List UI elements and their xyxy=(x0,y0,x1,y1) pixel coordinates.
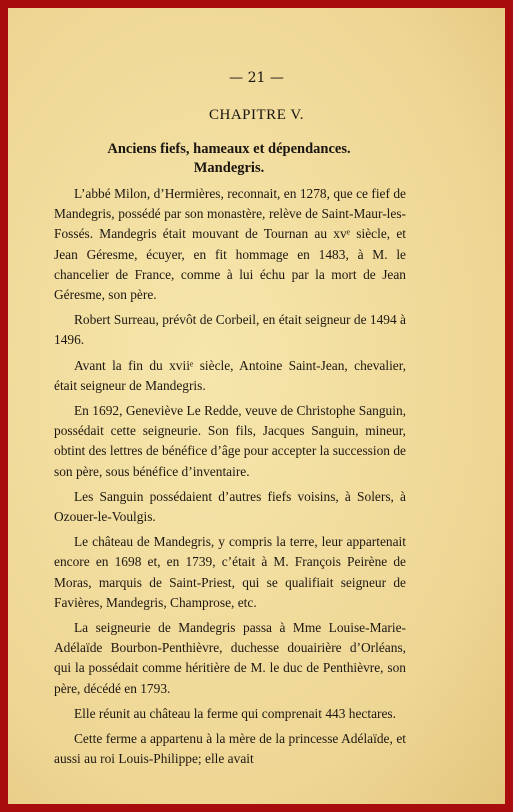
paragraph: Le château de Mandegris, y compris la terre, leur appartenait encore en 1698 et, en 1739, c’était à M. François Peirène de Moras, marquis de Saint-Priest, qui se qualifiait seigneur de Favières, Mandegris, Champrose, etc. xyxy=(54,534,406,610)
chapter-title: CHAPITRE V. xyxy=(209,107,304,123)
paragraph: Cette ferme a appartenu à la mère de la princesse Adélaïde, et aussi au roi Louis-Philippe; elle avait xyxy=(54,731,406,767)
paragraph: Les Sanguin possédaient d’autres fiefs voisins, à Solers, à Ozouer-le-Voulgis. xyxy=(54,488,406,525)
paragraph: L’abbé Milon, d’Hermières, reconnait, en 1278, que ce fief de Mandegris, possédé par son monastère, relève de Saint-Maur-les-Fossés. Mandegris était mouvant de Tournan au xvᵉ siècle, et Jean Géresme, écuyer, en fit hommage en 1483, à M. le chancelier de France, comme à lui échu par la mort de Jean Géresme, son père. xyxy=(54,186,406,303)
section-heading-line-2: Mandegris. xyxy=(193,160,265,176)
paragraph: Elle réunit au château la ferme qui comprenait 443 hectares. xyxy=(74,705,396,721)
book-page xyxy=(8,8,505,804)
page-number: — 21 — xyxy=(229,70,284,86)
body-text xyxy=(54,184,406,774)
paragraph: Avant la fin du xviiᵉ siècle, Antoine Saint-Jean, chevalier, était seigneur de Mandegris. xyxy=(54,357,406,393)
paragraph: Robert Surreau, prévôt de Corbeil, en était seigneur de 1494 à 1496. xyxy=(54,312,406,348)
section-heading xyxy=(84,140,374,178)
paragraph: La seigneurie de Mandegris passa à Mme Louise-Marie-Adélaïde Bourbon-Penthièvre, duchesse douairière d’Orléans, qui la possédait comme héritière de M. le duc de Penthièvre, son père, décédé en 1793. xyxy=(54,620,406,696)
section-heading-line-1: Anciens fiefs, hameaux et dépendances. xyxy=(107,141,351,157)
paragraph: En 1692, Geneviève Le Redde, veuve de Christophe Sanguin, possédait cette seigneurie. Son fils, Jacques Sanguin, mineur, obtint des lettres de bénéfice d’âge pour accepter la succession de son père, sous bénéfice d’inventaire. xyxy=(54,403,406,479)
